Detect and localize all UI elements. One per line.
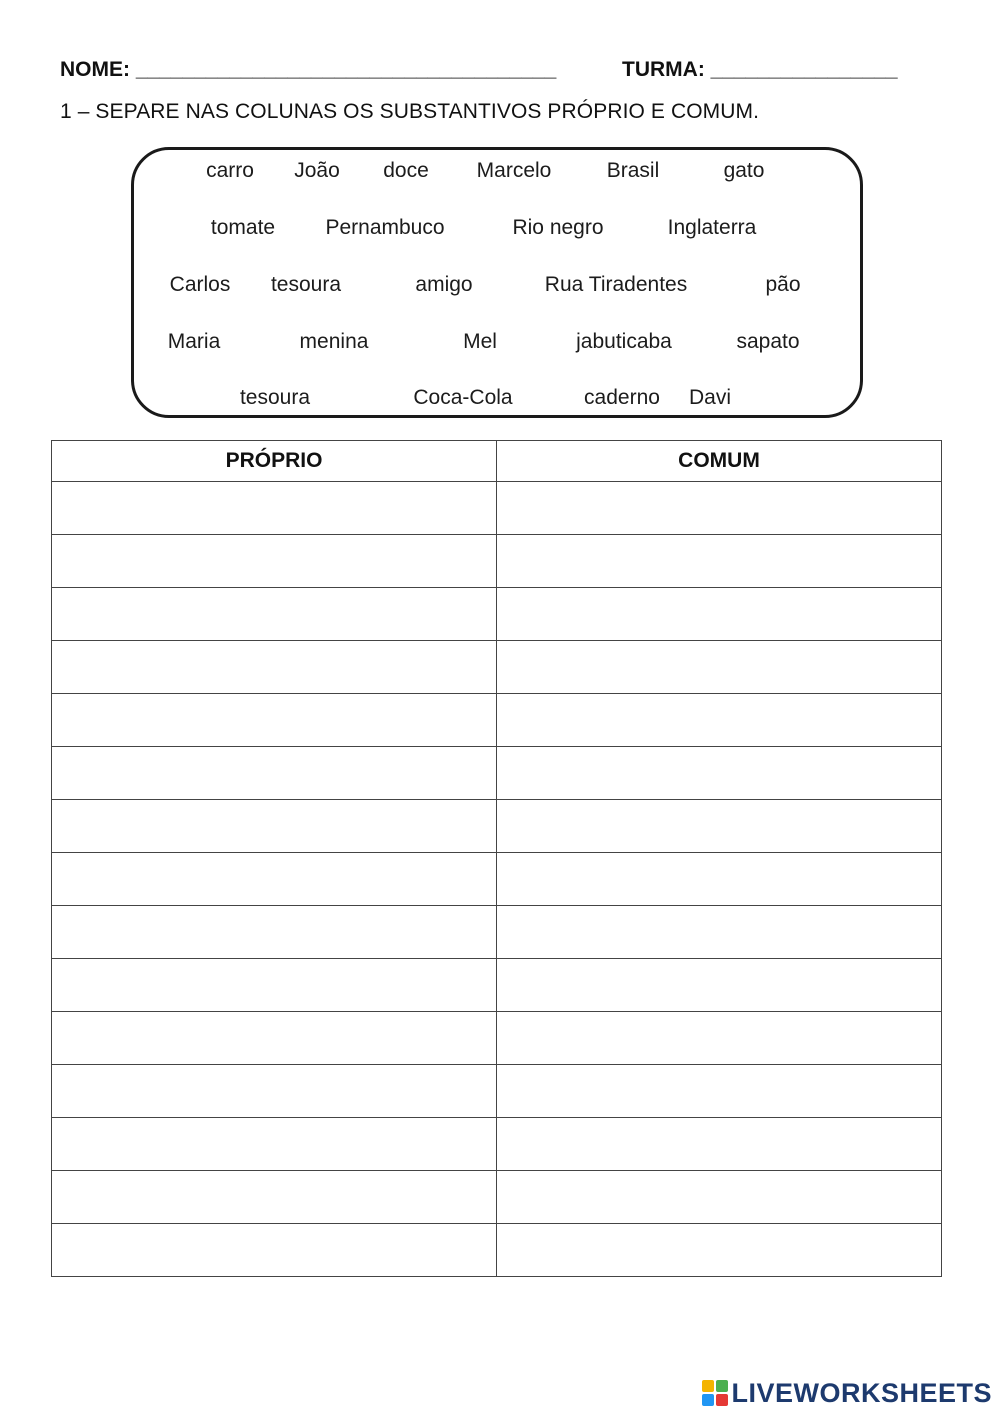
answer-cell-proprio[interactable] — [52, 1118, 497, 1171]
column-header-proprio: PRÓPRIO — [52, 441, 497, 482]
table-row — [52, 588, 942, 641]
logo-text: LIVEWORKSHEETS — [731, 1377, 992, 1408]
answer-cell-comum[interactable] — [497, 1118, 942, 1171]
answer-cell-proprio[interactable] — [52, 482, 497, 535]
word-bank-item: jabuticaba — [576, 330, 672, 353]
instruction-text: 1 – SEPARE NAS COLUNAS OS SUBSTANTIVOS PRÓPRIO E COMUM. — [60, 100, 760, 123]
header-line — [60, 58, 940, 88]
name-field-label[interactable]: NOME: ____________________________________ — [60, 58, 557, 81]
word-bank-item: tesoura — [270, 273, 342, 296]
table-row — [52, 747, 942, 800]
word-bank-item: Coca-Cola — [413, 386, 513, 409]
table-row — [52, 1224, 942, 1277]
table-row — [52, 1171, 942, 1224]
answer-cell-comum[interactable] — [497, 641, 942, 694]
word-bank-item: doce — [383, 159, 429, 182]
answer-cell-comum[interactable] — [497, 1171, 942, 1224]
table-row — [52, 694, 942, 747]
answer-cell-comum[interactable] — [497, 1065, 942, 1118]
answer-cell-comum[interactable] — [497, 1224, 942, 1277]
answer-cell-comum[interactable] — [497, 747, 942, 800]
liveworksheets-logo — [702, 1376, 992, 1410]
column-header-comum: COMUM — [497, 441, 942, 482]
answer-cell-proprio[interactable] — [52, 1012, 497, 1065]
answer-cell-proprio[interactable] — [52, 1065, 497, 1118]
word-bank-item: Davi — [688, 386, 732, 409]
word-bank-item: sapato — [736, 330, 800, 353]
word-bank-item: carro — [206, 159, 254, 182]
table-row — [52, 906, 942, 959]
answer-cell-comum[interactable] — [497, 906, 942, 959]
word-bank-item: Brasil — [606, 159, 660, 182]
word-bank-box — [131, 147, 863, 418]
answer-cell-proprio[interactable] — [52, 747, 497, 800]
word-bank-item: amigo — [415, 273, 473, 296]
answer-cell-comum[interactable] — [497, 800, 942, 853]
word-bank-item: gato — [723, 159, 765, 182]
answer-cell-proprio[interactable] — [52, 853, 497, 906]
answer-table — [51, 440, 942, 1277]
answer-cell-proprio[interactable] — [52, 800, 497, 853]
word-bank-item: Maria — [167, 330, 221, 353]
word-bank-item: Inglaterra — [667, 216, 757, 239]
word-bank-item: Carlos — [169, 273, 231, 296]
table-row — [52, 853, 942, 906]
word-bank-item: Pernambuco — [325, 216, 445, 239]
answer-table-body — [52, 482, 942, 1277]
answer-cell-comum[interactable] — [497, 694, 942, 747]
answer-cell-comum[interactable] — [497, 482, 942, 535]
table-header-row — [52, 441, 942, 482]
answer-cell-comum[interactable] — [497, 853, 942, 906]
word-bank-item: Marcelo — [476, 159, 552, 182]
word-bank-item: caderno — [584, 386, 660, 409]
word-bank-item: Mel — [463, 330, 497, 353]
table-row — [52, 1118, 942, 1171]
answer-cell-proprio[interactable] — [52, 694, 497, 747]
answer-cell-comum[interactable] — [497, 535, 942, 588]
answer-cell-comum[interactable] — [497, 588, 942, 641]
answer-cell-proprio[interactable] — [52, 588, 497, 641]
answer-cell-comum[interactable] — [497, 959, 942, 1012]
table-row — [52, 641, 942, 694]
word-bank-item: tomate — [210, 216, 276, 239]
table-row — [52, 482, 942, 535]
word-bank-item: Rua Tiradentes — [544, 273, 688, 296]
answer-cell-comum[interactable] — [497, 1012, 942, 1065]
word-bank-item: pão — [765, 273, 801, 296]
table-row — [52, 1065, 942, 1118]
table-row — [52, 800, 942, 853]
word-bank-item: menina — [299, 330, 369, 353]
answer-cell-proprio[interactable] — [52, 1171, 497, 1224]
word-bank-item: Rio negro — [512, 216, 604, 239]
table-row — [52, 1012, 942, 1065]
answer-cell-proprio[interactable] — [52, 906, 497, 959]
answer-cell-proprio[interactable] — [52, 641, 497, 694]
logo-mark-icon — [702, 1380, 728, 1406]
class-field-label[interactable]: TURMA: ________________ — [622, 58, 898, 81]
word-bank-item: tesoura — [239, 386, 311, 409]
answer-cell-proprio[interactable] — [52, 959, 497, 1012]
answer-cell-proprio[interactable] — [52, 535, 497, 588]
table-row — [52, 535, 942, 588]
word-bank-item: João — [294, 159, 340, 182]
answer-cell-proprio[interactable] — [52, 1224, 497, 1277]
table-row — [52, 959, 942, 1012]
